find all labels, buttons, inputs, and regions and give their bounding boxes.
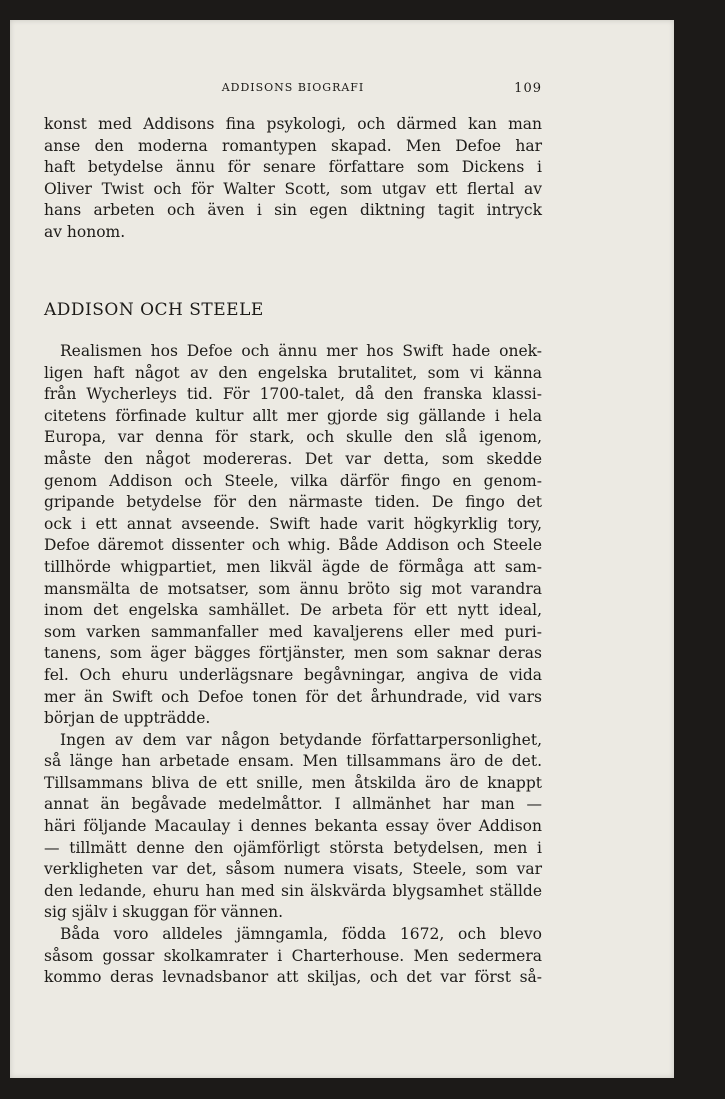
text-line: Europa, var denna för stark, och skulle den slå igenom, <box>44 428 542 447</box>
text-line: så länge han arbetade ensam. Men tillsammans äro de det. <box>44 752 542 771</box>
text-line: — tillmätt denne den ojämförligt största betydelsen, men i <box>44 838 542 857</box>
text-line: av honom. <box>44 222 126 241</box>
text-line: hans arbeten och även i sin egen diktning tagit intryck <box>44 201 542 220</box>
text-line: sig själv i skuggan för vännen. <box>44 903 284 922</box>
text-line: början de uppträdde. <box>44 709 211 728</box>
text-line: som varken sammanfaller med kavaljerens eller med puri- <box>44 622 542 641</box>
text-line: konst med Addisons fina psykologi, och därmed kan man <box>44 115 542 133</box>
text-line: såsom gossar skolkamrater i Charterhouse. Men sedermera <box>44 946 542 965</box>
section-body <box>44 341 542 989</box>
text-line: tanens, som äger bägges förtjänster, men som saknar deras <box>44 644 542 663</box>
text-line: genom Addison och Steele, vilka därför fingo en genom- <box>44 471 542 490</box>
text-line: tillhörde whigpartiet, men likväl ägde de förmåga att sam- <box>44 557 542 576</box>
continuation-paragraph <box>44 114 542 244</box>
running-title: ADDISONS BIOGRAFI <box>221 81 365 94</box>
text-line: den ledande, ehuru han med sin älskvärda blygsamhet ställde <box>44 881 542 900</box>
text-line: mansmälta de motsatser, som ännu bröto sig mot varandra <box>44 579 542 598</box>
text-line: verkligheten var det, såsom numera visats, Steele, som var <box>44 860 542 879</box>
text-line: haft betydelse ännu för senare författare som Dickens i <box>44 158 542 177</box>
text-line: Ingen av dem var någon betydande författarpersonlighet, <box>60 730 542 749</box>
text-line: måste den något modereras. Det var detta, som skedde <box>44 449 542 468</box>
text-line: fel. Och ehuru underlägsnare begåvningar, angiva de vida <box>44 665 542 684</box>
text-line: ligen haft något av den engelska brutalitet, som vi känna <box>44 363 542 382</box>
text-line: annat än begåvade medelmåttor. I allmänhet har man — <box>44 795 542 814</box>
page-number: 109 <box>514 81 542 96</box>
section-heading: ADDISON OCH STEELE <box>44 300 264 320</box>
book-page <box>10 20 674 1078</box>
text-line: mer än Swift och Defoe tonen för det århundrade, vid vars <box>44 687 542 706</box>
running-head <box>44 81 542 97</box>
text-line: från Wycherleys tid. För 1700-talet, då den franska klassi- <box>44 385 542 404</box>
text-line: inom det engelska samhället. De arbeta för ett nytt ideal, <box>44 601 542 620</box>
text-line: Tillsammans bliva de ett snille, men åtskilda äro de knappt <box>44 773 542 792</box>
text-line: kommo deras levnadsbanor att skiljas, och det var först så- <box>44 968 542 987</box>
text-line: Defoe däremot dissenter och whig. Både Addison och Steele <box>44 536 542 555</box>
text-line: ock i ett annat avseende. Swift hade varit högkyrklig tory, <box>44 514 542 533</box>
text-line: gripande betydelse för den närmaste tiden. De fingo det <box>44 493 542 512</box>
text-line: häri följande Macaulay i dennes bekanta essay över Addison <box>44 817 542 836</box>
text-line: citetens förfinade kultur allt mer gjorde sig gällande i hela <box>44 406 542 425</box>
text-line: Realismen hos Defoe och ännu mer hos Swift hade onek- <box>60 342 542 360</box>
text-line: Båda voro alldeles jämngamla, födda 1672, och blevo <box>60 925 542 944</box>
text-line: anse den moderna romantypen skapad. Men Defoe har <box>44 136 542 155</box>
text-line: Oliver Twist och för Walter Scott, som utgav ett flertal av <box>44 179 542 198</box>
